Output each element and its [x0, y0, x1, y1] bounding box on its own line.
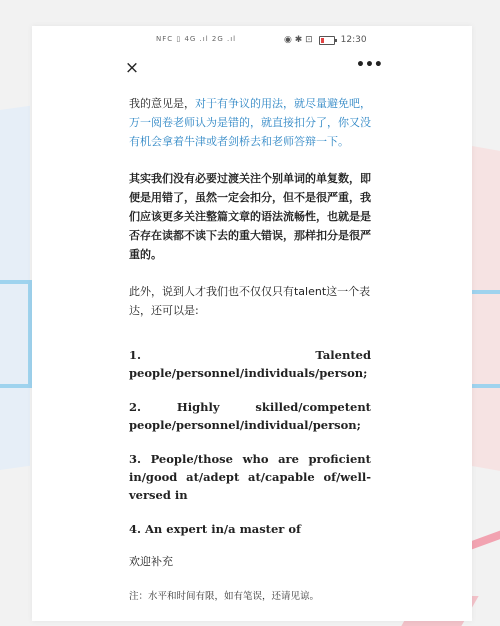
- list-number: 1.: [129, 348, 142, 362]
- clock: 12:30: [340, 35, 367, 45]
- phone-screen: [32, 26, 472, 621]
- signal-icons: NFC ▯ 4G .ıl 2G .ıl: [156, 35, 237, 43]
- paragraph-welcome: 欢迎补充: [129, 555, 173, 568]
- list-item: 3. People/those who are proficient in/good at/adept at/capable of/well-versed in: [129, 452, 371, 502]
- more-options-icon[interactable]: •••: [356, 57, 383, 73]
- close-icon[interactable]: ×: [124, 58, 140, 78]
- status-right: [284, 35, 367, 45]
- list-text: people/personnel/individuals/person;: [129, 366, 368, 380]
- list-item: [129, 398, 371, 434]
- list-number: 2.: [129, 400, 142, 414]
- list-word: skilled/competent: [255, 400, 371, 414]
- list-item: 4. An expert in/a master of: [129, 522, 301, 536]
- background-shape: [0, 280, 32, 388]
- paragraph-advice: 其实我们没有必要过渡关注个别单词的单复数，即便是用错了，虽然一定会扣分，但不是很严重，我们应该更多关注整篇文章的语法流畅性，也就是是否存在读都不读下去的重大错误，那样扣分是很严重的。: [129, 172, 371, 261]
- list-word: Talented: [315, 348, 371, 362]
- article-body: [129, 94, 371, 606]
- list-item: [129, 346, 371, 382]
- footnote: 注：水平和时间有限，如有笔误，还请见谅。: [129, 591, 320, 602]
- highlighted-text: 对于有争议的用法，就尽量避免吧，万一阅卷老师认为是错的，就直接扣分了，你又没有机会拿着牛津或者剑桥去和老师答辩一下。: [129, 97, 371, 148]
- list-text: people/personnel/individual/person;: [129, 418, 361, 432]
- top-bar: [32, 58, 472, 82]
- battery-icon: [319, 36, 335, 45]
- status-bar: [32, 34, 472, 48]
- paragraph-intro: 此外，说到人才我们也不仅仅只有talent这一个表达，还可以是:: [129, 285, 371, 317]
- status-icons: ◉ ✱ ⊡: [284, 35, 313, 45]
- paragraph-prefix: 我的意见是，: [129, 97, 195, 110]
- paragraph-opinion: [129, 94, 371, 151]
- list-word: Highly: [176, 400, 220, 414]
